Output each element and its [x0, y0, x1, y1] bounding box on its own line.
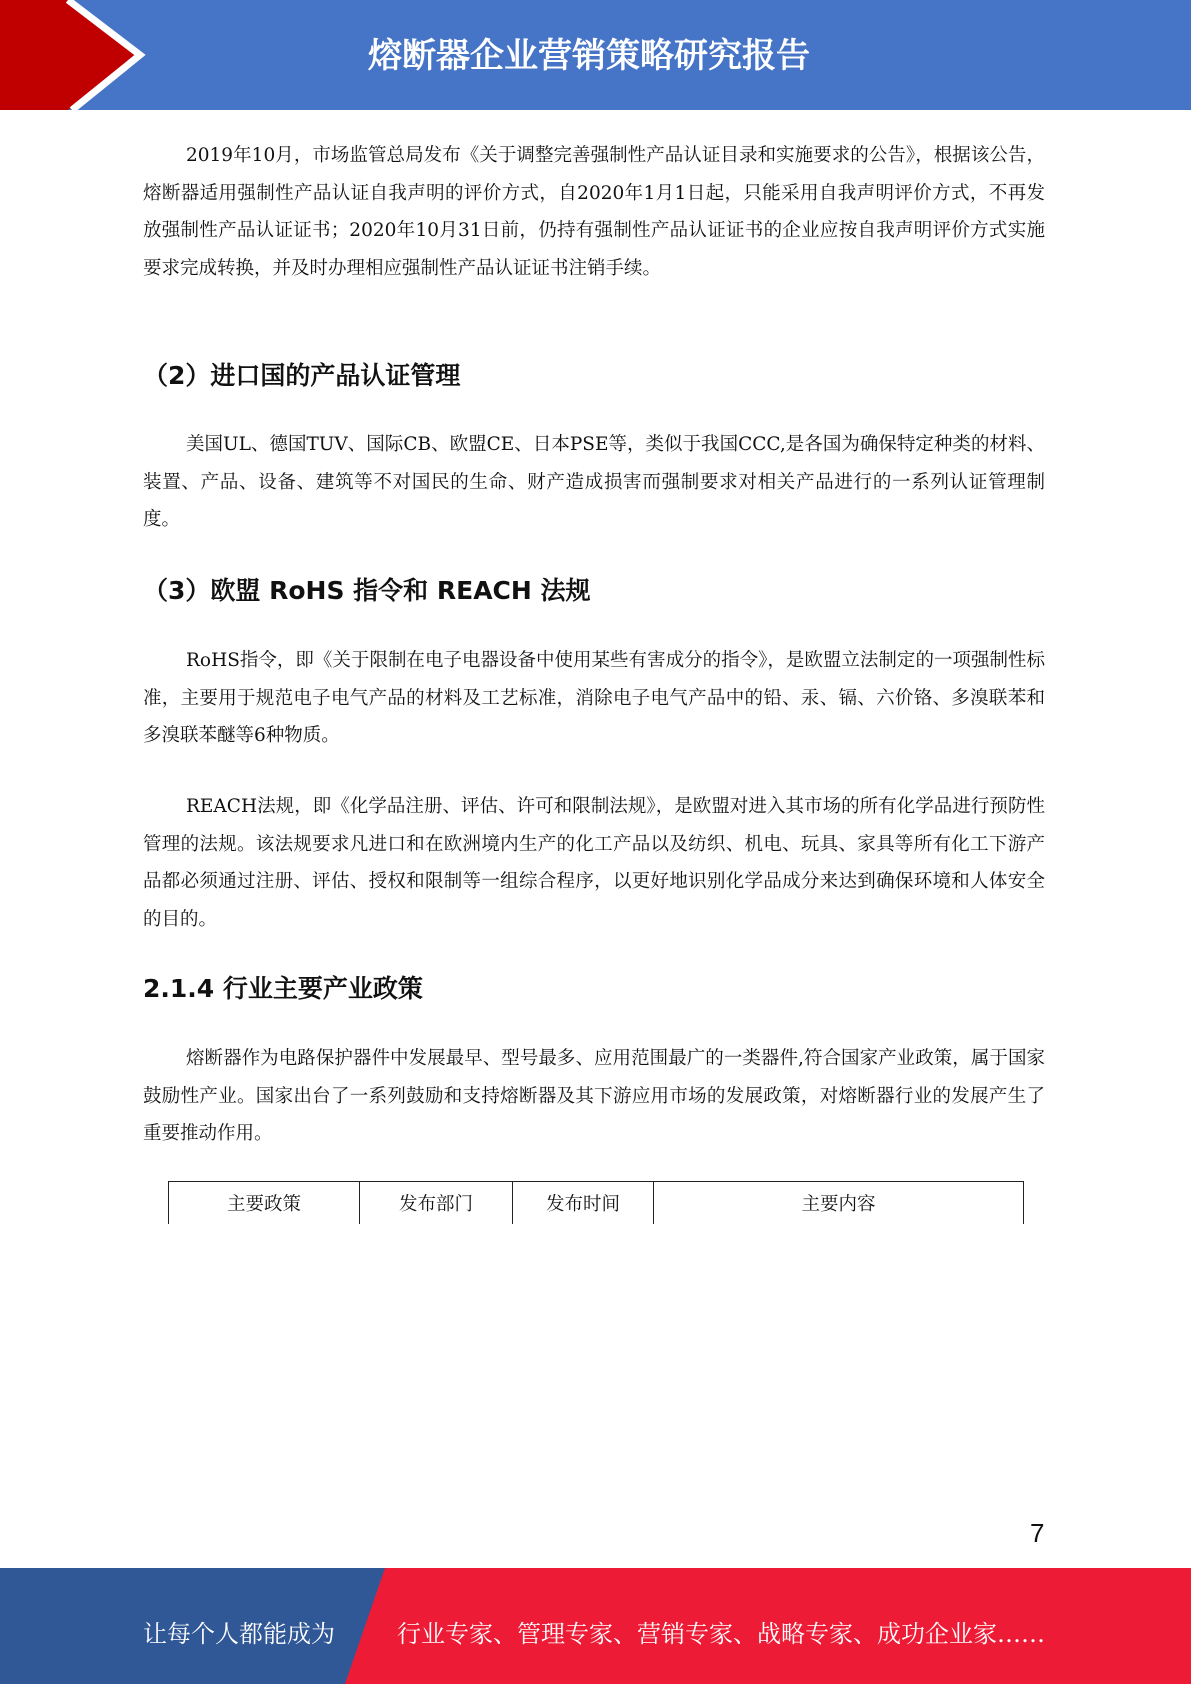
paragraph-ccc-announcement: 2019年10月，市场监管总局发布《关于调整完善强制性产品认证目录和实施要求的公告》，根据该公告，熔断器适用强制性产品认证自我声明的评价方式，自2020年1月1日起，只能采用自我声明评价方式，不再发放强制性产品认证证书；2020年10月31日前，仍持有强制性产品认证证书的企业应按自我声明评价方式实施要求完成转换，并及时办理相应强制性产品认证证书注销手续。: [143, 145, 1045, 279]
red-arrow-decoration: [0, 0, 200, 110]
footer-slogan-left: 让每个人都能成为: [143, 1620, 335, 1648]
page-footer: [0, 1568, 1191, 1684]
paragraph-certifications: 美国UL、德国TUV、国际CB、欧盟CE、日本PSE等，类似于我国CCC,是各国为确保特定种类的材料、装置、产品、设备、建筑等不对国民的生命、财产造成损害而强制要求对相关产品进行的一系列认证管理制度。: [143, 434, 1045, 530]
heading-industry-policy: 2.1.4 行业主要产业政策: [143, 974, 423, 1003]
table-header-row: [169, 1182, 1024, 1225]
heading-import-certification: （2）进口国的产品认证管理: [143, 361, 461, 390]
heading-rohs-reach: （3）欧盟 RoHS 指令和 REACH 法规: [143, 576, 591, 605]
table-header-policy: 主要政策: [169, 1182, 360, 1225]
page-number: 7: [1030, 1518, 1045, 1548]
table-header-content: 主要内容: [654, 1182, 1024, 1225]
paragraph-reach: REACH法规，即《化学品注册、评估、许可和限制法规》，是欧盟对进入其市场的所有化学品进行预防性管理的法规。该法规要求凡进口和在欧洲境内生产的化工产品以及纺织、机电、玩具、家具等所有化工下游产品都必须通过注册、评估、授权和限制等一组综合程序，以更好地识别化学品成分来达到确保环境和人体安全的目的。: [143, 796, 1045, 930]
table-header-department: 发布部门: [360, 1182, 513, 1225]
page-header: [0, 0, 1191, 110]
paragraph-rohs: RoHS指令，即《关于限制在电子电器设备中使用某些有害成分的指令》，是欧盟立法制定的一项强制性标准，主要用于规范电子电气产品的材料及工艺标准，消除电子电气产品中的铅、汞、镉、六价铬、多溴联苯和多溴联苯醚等6种物质。: [143, 650, 1045, 746]
footer-slogan-right: 行业专家、管理专家、营销专家、战略专家、成功企业家……: [397, 1620, 1045, 1648]
table-header-date: 发布时间: [513, 1182, 654, 1225]
policy-table: [168, 1181, 1024, 1224]
report-title: 熔断器企业营销策略研究报告: [368, 36, 810, 76]
paragraph-policy: 熔断器作为电路保护器件中发展最早、型号最多、应用范围最广的一类器件,符合国家产业政策，属于国家鼓励性产业。国家出台了一系列鼓励和支持熔断器及其下游应用市场的发展政策，对熔断器行业的发展产生了重要推动作用。: [143, 1048, 1045, 1144]
